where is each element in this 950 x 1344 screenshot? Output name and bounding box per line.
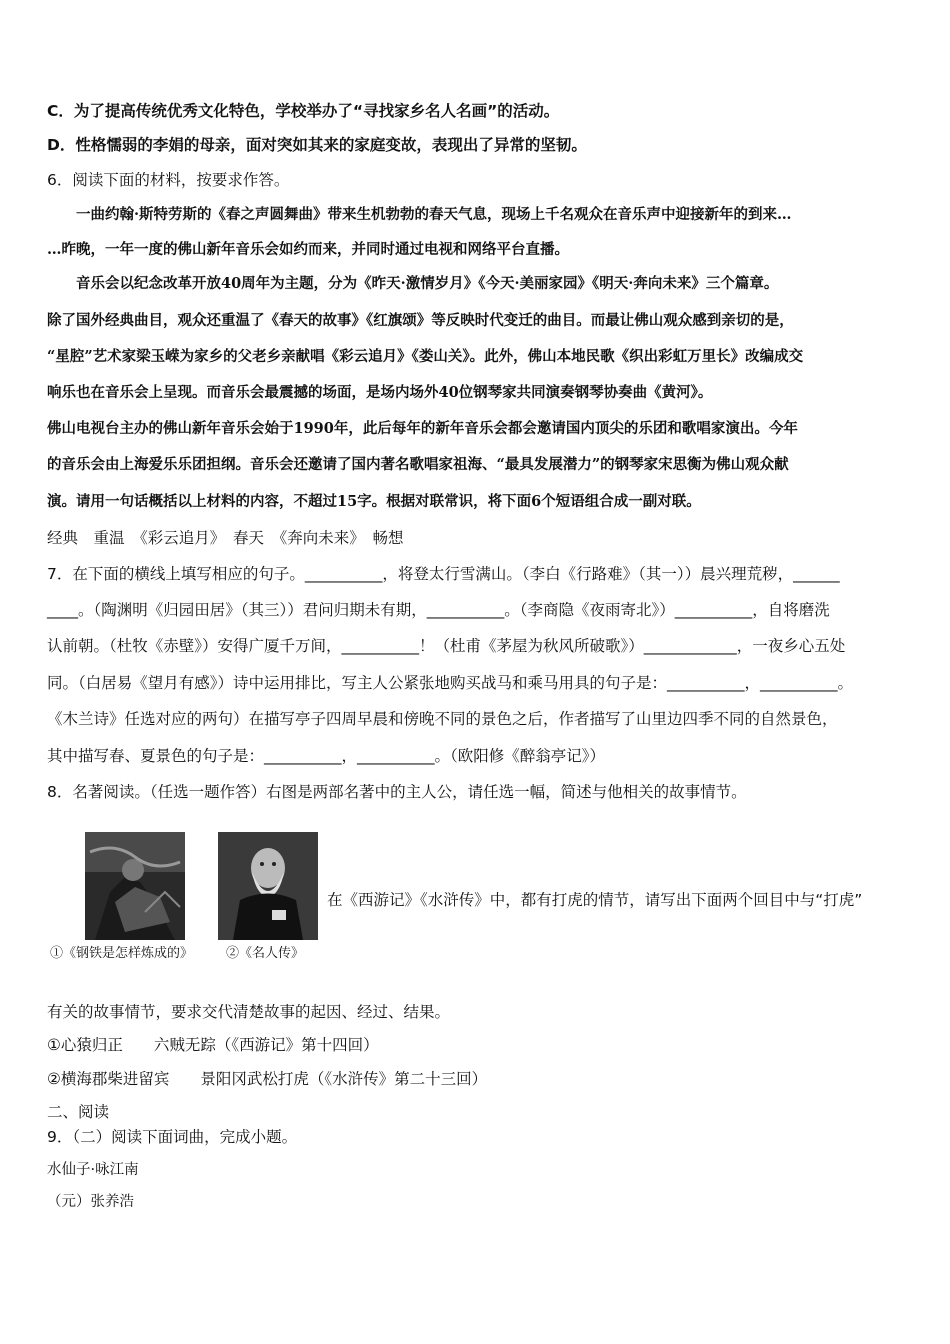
q6-stem: 6．阅读下面的材料，按要求作答。 (47, 171, 290, 189)
option-d (47, 134, 922, 156)
poem-title: 水仙子·咏江南 (47, 1162, 139, 1178)
q9-stem: 9．（二）阅读下面词曲，完成小题。 (47, 1128, 298, 1146)
option-d-label: D． (47, 136, 76, 154)
photo-famous-lives-subject (218, 832, 318, 940)
q8-item-2: ②横海郡柴进留宾 景阳冈武松打虎（《水浒传》第二十三回） (47, 1070, 488, 1088)
q7-line4: 同。（白居易《望月有感》）诗中运用排比，写主人公紧张地购买战马和乘马用具的句子是：__________，__________。 (47, 674, 854, 692)
steel-protagonist-image-icon (85, 832, 185, 940)
option-d-text: 性格懦弱的李娟的母亲，面对突如其来的家庭变故，表现出了异常的坚韧。 (75, 136, 587, 154)
q8-continuation: 有关的故事情节，要求交代清楚故事的起因、经过、结果。 (47, 1003, 451, 1021)
q6-p3-line2: 的音乐会由上海爱乐乐团担纲。音乐会还邀请了国内著名歌唱家祖海、“最具发展潜力”的钢琴家宋思衡为佛山观众献 (47, 456, 789, 473)
q6-p2-line4: 响乐也在音乐会上呈现。而音乐会最震撼的场面，是场内场外40位钢琴家共同演奏钢琴协奏曲《黄河》。 (47, 384, 713, 401)
q6-p2-line2: 除了国外经典曲目，观众还重温了《春天的故事》《红旗颂》等反映时代变迁的曲目。而最让佛山观众感到亲切的是， (47, 312, 794, 329)
q6-p2-line3: “星腔”艺术家梁玉嵘为家乡的父老乡亲献唱《彩云追月》《娄山关》。此外，佛山本地民歌《织出彩虹万里长》改编成交 (47, 348, 804, 365)
q7-line1: 7．在下面的横线上填写相应的句子。__________，将登太行雪满山。（李白《行路难》（其一））晨兴理荒秽，______ (47, 565, 840, 583)
option-c-text: 为了提高传统优秀文化特色，学校举办了“寻找家乡名人名画”的活动。 (73, 102, 560, 120)
q6-phrases: 经典 重温 《彩云追月》 春天 《奔向未来》 畅想 (47, 529, 404, 547)
q6-p2-line1: 音乐会以纪念改革开放40周年为主题，分为《昨天·激情岁月》《今天·美丽家园》《明天·奔向未来》三个篇章。 (47, 275, 779, 292)
caption-famous-lives: ②《名人传》 (226, 946, 305, 961)
q7-line2: ____。（陶渊明《归园田居》（其三））君问归期未有期，__________。（李商隐《夜雨寄北》）__________，自将磨洗 (47, 601, 830, 619)
option-c-label: C． (47, 102, 74, 120)
q6-p1-line2: …昨晚，一年一度的佛山新年音乐会如约而来，并同时通过电视和网络平台直播。 (47, 241, 569, 258)
q8-beside-text: 在《西游记》《水浒传》中，都有打虎的情节，请写出下面两个回目中与“打虎” (327, 891, 863, 909)
q7-line5: 《木兰诗》任选对应的两句）在描写亭子四周早晨和傍晚不同的景色之后，作者描写了山里边四季不同的自然景色， (47, 710, 838, 728)
section-heading: 二、阅读 (47, 1103, 110, 1121)
famous-lives-portrait-icon (218, 832, 318, 940)
q8-item-1: ①心猿归正 六贼无踪（《西游记》第十四回） (47, 1036, 379, 1054)
q6-p1-line1: 一曲约翰·斯特劳斯的《春之声圆舞曲》带来生机勃勃的春天气息，现场上千名观众在音乐声中迎接新年的到来… (47, 206, 792, 223)
q8-stem: 8．名著阅读。（任选一题作答）右图是两部名著中的主人公，请任选一幅，简述与他相关的故事情节。 (47, 783, 747, 801)
poem-author: （元）张养浩 (47, 1194, 134, 1210)
q7-line6: 其中描写春、夏景色的句子是：__________，__________。（欧阳修《醉翁亭记》） (47, 747, 606, 765)
q8-figures (50, 832, 325, 967)
option-c (47, 100, 922, 122)
q7-line3: 认前朝。（杜牧《赤壁》）安得广厦千万间，__________！（杜甫《茅屋为秋风所破歌》）____________，一夜乡心五处 (47, 637, 846, 655)
photo-steel-protagonist (85, 832, 185, 940)
caption-steel: ①《钢铁是怎样炼成的》 (50, 946, 194, 961)
q6-p3-line3: 演。请用一句话概括以上材料的内容，不超过15字。根据对联常识，将下面6个短语组合成一副对联。 (47, 493, 701, 510)
q6-p3-line1: 佛山电视台主办的佛山新年音乐会始于1990年，此后每年的新年音乐会都会邀请国内顶尖的乐团和歌唱家演出。今年 (47, 420, 798, 437)
